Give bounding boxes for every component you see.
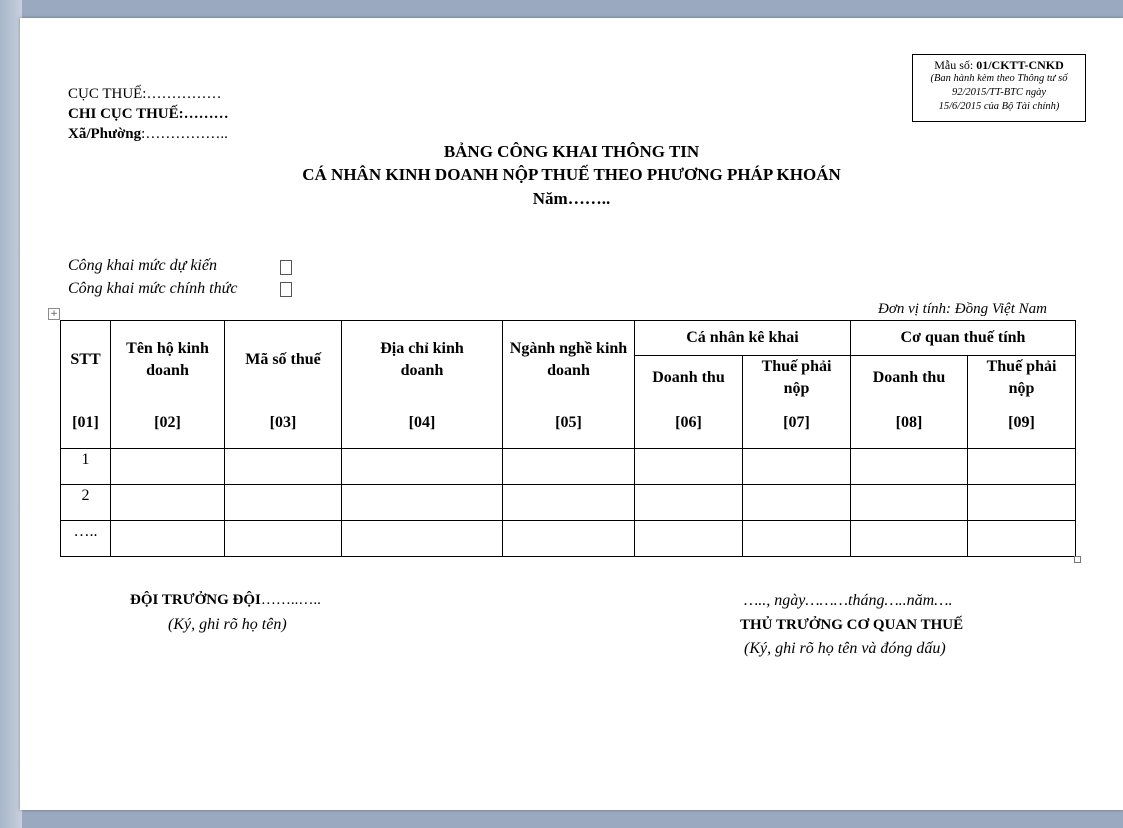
col-thue-phai-nop-1-label: Thuế phải nộp [761, 358, 832, 397]
table-row [61, 449, 1076, 485]
col-dia-chi-label: Địa chỉ kinh doanh [380, 340, 464, 379]
table-cell[interactable] [111, 485, 225, 521]
table-row [61, 485, 1076, 521]
form-number-prefix: Mẫu số: [934, 58, 977, 72]
form-number-box [912, 54, 1086, 122]
table-cell[interactable] [968, 485, 1076, 521]
title-line2: CÁ NHÂN KINH DOANH NỘP THUẾ THEO PHƯƠNG PHÁP KHOÁN [302, 165, 841, 184]
col-ma-so-thue-label: Mã số thuế [245, 351, 321, 368]
col-ma-so-thue-code: [03] [269, 414, 297, 431]
signature-left-title [130, 592, 321, 609]
signature-left-role: ĐỘI TRƯỞNG ĐỘI [130, 592, 261, 608]
option-du-kien-label: Công khai mức dự kiến [68, 257, 217, 274]
chi-cuc-thue-line: CHI CỤC THUẾ:……… [68, 106, 229, 122]
row-stt: ….. [61, 521, 111, 557]
table-cell[interactable] [968, 449, 1076, 485]
col-doanh-thu-1-code: [06] [675, 414, 702, 431]
tax-table [60, 320, 1076, 557]
window-background [0, 0, 22, 828]
table-cell[interactable] [851, 449, 968, 485]
form-note-line3: 15/6/2015 của Bộ Tài chính) [938, 101, 1060, 112]
table-cell[interactable] [111, 521, 225, 557]
col-ten-ho-code: [02] [154, 414, 181, 431]
col-ten-ho-header [111, 321, 225, 449]
option-chinh-thuc-checkbox[interactable] [280, 282, 292, 297]
header-left [68, 84, 229, 144]
col-thue-phai-nop-2-label: Thuế phải nộp [986, 358, 1057, 397]
cuc-thue-line: CỤC THUẾ:…………… [68, 86, 222, 102]
table-cell[interactable] [503, 449, 635, 485]
col-doanh-thu-2-code: [08] [895, 414, 923, 431]
table-move-handle-icon[interactable]: + [48, 308, 60, 320]
table-cell[interactable] [851, 521, 968, 557]
col-nganh-nghe-header [503, 321, 635, 449]
table-cell[interactable] [503, 485, 635, 521]
form-number [913, 58, 1085, 72]
row-stt: 2 [61, 485, 111, 521]
form-note-line1: (Ban hành kèm theo Thông tư số [930, 73, 1068, 84]
title-line1: BẢNG CÔNG KHAI THÔNG TIN [443, 142, 700, 161]
table-cell[interactable] [342, 449, 503, 485]
signature-right-title: THỦ TRƯỞNG CƠ QUAN THUẾ [740, 617, 964, 633]
col-doanh-thu-1-label: Doanh thu [652, 369, 725, 386]
table-cell[interactable] [743, 485, 851, 521]
table-cell[interactable] [743, 521, 851, 557]
col-doanh-thu-2-label: Doanh thu [872, 369, 946, 386]
col-nganh-nghe-label: Ngành nghề kinh doanh [509, 340, 628, 379]
col-dia-chi-header [342, 321, 503, 449]
col-doanh-thu-1-header [635, 356, 743, 449]
col-doanh-thu-2-header [851, 356, 968, 449]
col-ma-so-thue-header [225, 321, 342, 449]
row-stt: 1 [61, 449, 111, 485]
table-cell[interactable] [635, 521, 743, 557]
table-cell[interactable] [225, 485, 342, 521]
table-row [61, 521, 1076, 557]
option-chinh-thuc-label: Công khai mức chính thức [68, 280, 238, 297]
table-cell[interactable] [743, 449, 851, 485]
group-ca-nhan-ke-khai: Cá nhân kê khai [635, 321, 851, 356]
table-cell[interactable] [968, 521, 1076, 557]
col-thue-phai-nop-1-code: [07] [783, 414, 810, 431]
col-thue-phai-nop-2-code: [09] [1008, 414, 1035, 431]
col-nganh-nghe-code: [05] [555, 414, 582, 431]
table-cell[interactable] [635, 485, 743, 521]
signature-left-note: (Ký, ghi rõ họ tên) [168, 616, 287, 633]
table-cell[interactable] [851, 485, 968, 521]
option-du-kien-checkbox[interactable] [280, 260, 292, 275]
col-dia-chi-code: [04] [408, 414, 436, 431]
signature-date-line: ….., ngày………tháng…..năm…. [744, 592, 953, 609]
title-line3: Năm…….. [532, 189, 611, 208]
form-note-line2: 92/2015/TT-BTC ngày [951, 87, 1047, 98]
table-cell[interactable] [503, 521, 635, 557]
col-stt-header [61, 321, 111, 449]
table-header-row-1 [61, 321, 1076, 356]
col-ten-ho-label: Tên hộ kinh doanh [126, 340, 209, 379]
xa-phuong-dots: :…………….. [141, 126, 228, 142]
table-cell[interactable] [342, 485, 503, 521]
col-stt-code: [01] [72, 414, 99, 431]
form-number-code: 01/CKTT-CNKD [976, 58, 1064, 72]
xa-phuong-label: Xã/Phường [68, 126, 142, 142]
col-thue-phai-nop-1-header [743, 356, 851, 449]
table-cell[interactable] [635, 449, 743, 485]
table-cell[interactable] [225, 449, 342, 485]
xa-phuong-line [68, 124, 229, 144]
document-page [20, 18, 1123, 810]
table-resize-handle[interactable] [1074, 556, 1081, 563]
table-cell[interactable] [342, 521, 503, 557]
col-stt-label: STT [70, 351, 101, 368]
signature-left-dots: ……..….. [260, 592, 321, 608]
signature-right-note: (Ký, ghi rõ họ tên và đóng dấu) [744, 640, 946, 657]
table-cell[interactable] [225, 521, 342, 557]
group-co-quan-thue-tinh: Cơ quan thuế tính [851, 321, 1076, 356]
unit-label: Đơn vị tính: Đồng Việt Nam [878, 301, 1047, 317]
col-thue-phai-nop-2-header [968, 356, 1076, 449]
table-cell[interactable] [111, 449, 225, 485]
